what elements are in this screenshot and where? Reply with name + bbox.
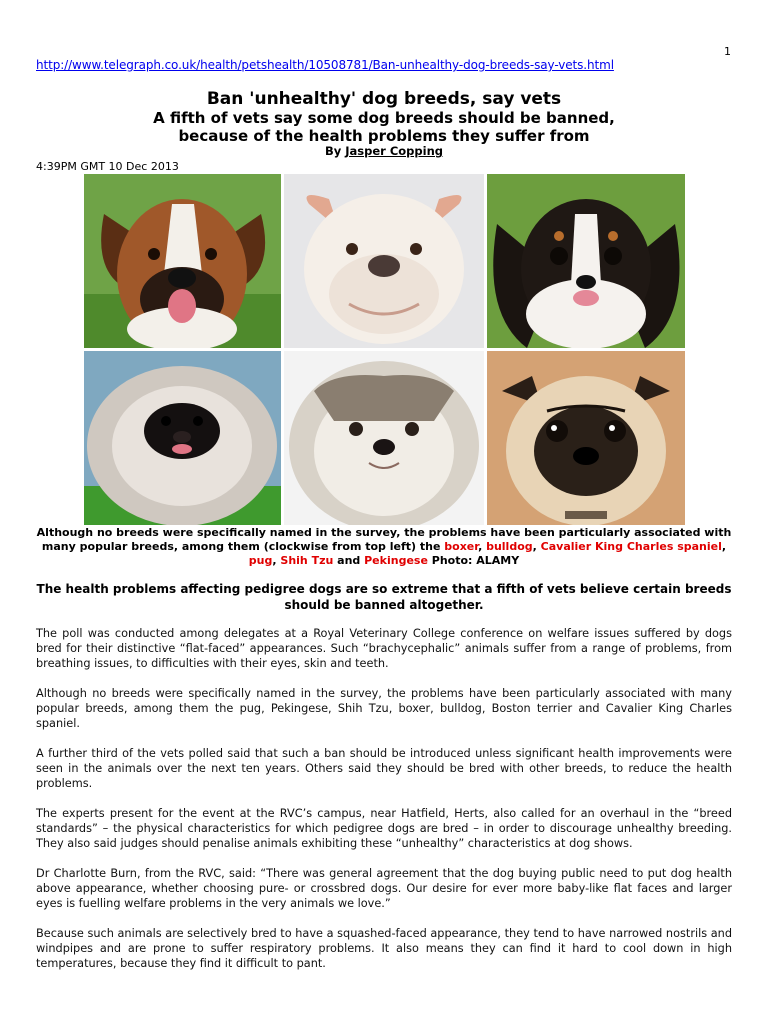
- dateline: 4:39PM GMT 10 Dec 2013: [36, 160, 179, 173]
- photo-caption: [36, 526, 732, 568]
- caption-breed-bulldog: bulldog: [486, 540, 533, 553]
- caption-separator: and: [333, 554, 365, 567]
- article-url-link[interactable]: http://www.telegraph.co.uk/health/petshealth/10508781/Ban-unhealthy-dog-breeds-say-vets.html: [36, 58, 614, 72]
- caption-separator: ,: [721, 540, 727, 553]
- caption-breed-cavalier: Cavalier King Charles spaniel: [540, 540, 722, 553]
- article-body: [36, 626, 732, 986]
- subheadline: [0, 109, 768, 145]
- body-paragraph: The experts present for the event at the RVC’s campus, near Hatfield, Herts, also called for an overhaul in the “breed standards” – the physical characteristics for which pedigree dogs are bred – in order to discourage unhealthy breeding. They also said judges should penalise animals exhibiting these “unhealthy” characteristics at dog shows.: [36, 807, 732, 850]
- body-paragraph: A further third of the vets polled said that such a ban should be introduced unless significant health improvements were seen in the animals over the next ten years. Others said they should be bred with other breeds, to reduce the health problems.: [36, 747, 732, 790]
- body-paragraph: Although no breeds were specifically named in the survey, the problems have been particularly associated with many popular breeds, among them the pug, Pekingese, Shih Tzu, boxer, bulldog, Boston terrier and Cavalier King Charles spaniel.: [36, 687, 732, 730]
- dog-photo-collage: [84, 174, 685, 525]
- article-lede: The health problems affecting pedigree dogs are so extreme that a fifth of vets believe certain breeds should be banned altogether.: [36, 582, 732, 612]
- author-link[interactable]: Jasper Copping: [345, 144, 444, 158]
- caption-breed-boxer: boxer: [444, 540, 479, 553]
- headline: Ban 'unhealthy' dog breeds, say vets: [206, 89, 562, 109]
- caption-credit: Photo: ALAMY: [427, 554, 520, 567]
- caption-separator: ,: [532, 540, 541, 553]
- caption-breed-shih-tzu: Shih Tzu: [280, 554, 334, 567]
- pekingese-photo: [84, 351, 281, 525]
- byline: [0, 144, 768, 158]
- caption-separator: ,: [272, 554, 281, 567]
- boxer-photo: [84, 174, 281, 348]
- subheadline-line-1: A fifth of vets say some dog breeds should be banned,: [153, 109, 615, 127]
- cavalier-king-charles-spaniel-photo: [487, 174, 685, 348]
- page-number: 1: [724, 45, 731, 58]
- byline-prefix: By: [324, 144, 346, 158]
- shih-tzu-photo: [284, 351, 484, 525]
- pug-photo: [487, 351, 685, 525]
- subheadline-line-2: because of the health problems they suffer from: [178, 127, 590, 145]
- body-paragraph: The poll was conducted among delegates at a Royal Veterinary College conference on welfare issues suffered by dogs bred for their distinctive “flat-faced” appearances. Such “brachycephalic” animals suffer from a range of problems, from breathing issues, to difficulties with their eyes, skin and teeth.: [36, 627, 732, 670]
- caption-breed-pekingese: Pekingese: [364, 554, 428, 567]
- caption-breed-pug: pug: [248, 554, 273, 567]
- caption-text: Although no breeds were specifically named in the survey, the problems have been particularly associated with many popular breeds, among them (clockwise from top left) the: [36, 526, 732, 553]
- caption-separator: ,: [478, 540, 487, 553]
- bulldog-photo: [284, 174, 484, 348]
- body-paragraph: Dr Charlotte Burn, from the RVC, said: “There was general agreement that the dog buying public need to put dog health above appearance, whether choosing pure- or crossbred dogs. Our desire for ever more baby-like flat faces and larger eyes is fuelling welfare problems in the very animals we love.”: [36, 867, 732, 910]
- body-paragraph: Because such animals are selectively bred to have a squashed-faced appearance, they tend to have narrowed nostrils and windpipes and are prone to suffer respiratory problems. It also means they can find it hard to cool down in high temperatures, because they find it difficult to pant.: [36, 927, 732, 970]
